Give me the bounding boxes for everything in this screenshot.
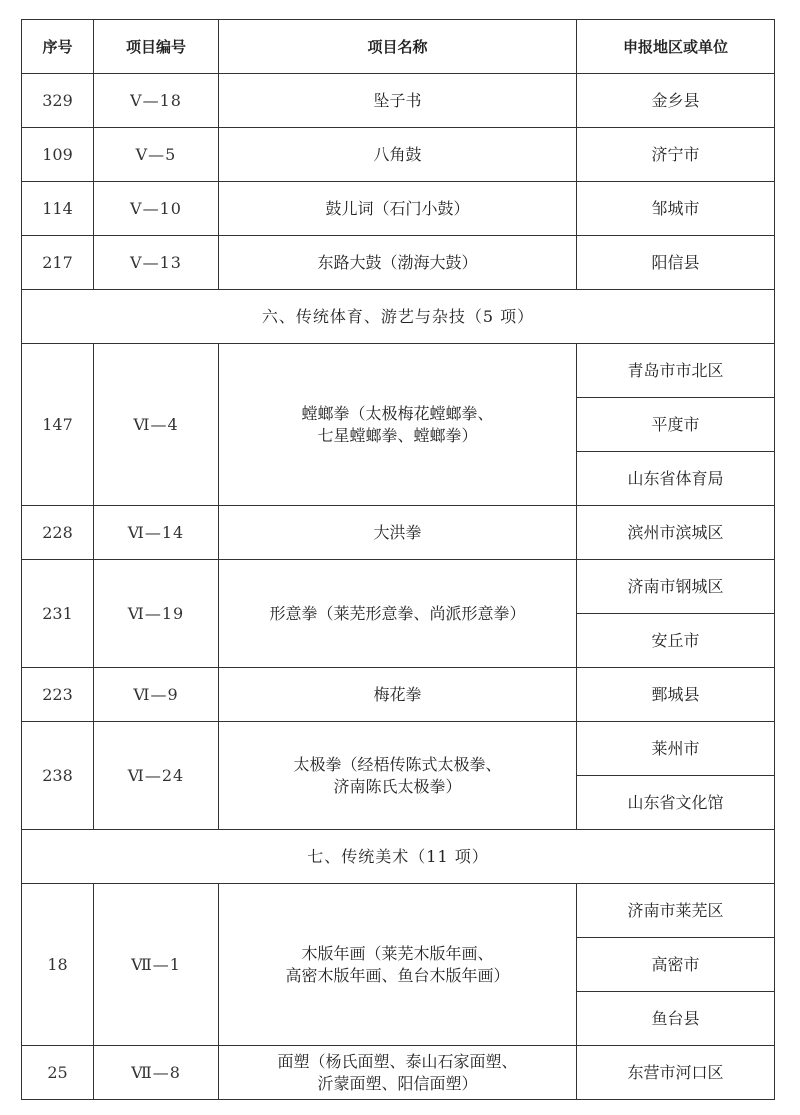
row-region: 济南市莱芜区 <box>577 884 775 938</box>
row-seq: 147 <box>22 344 94 506</box>
project-name <box>219 668 577 722</box>
row-region: 高密市 <box>577 938 775 992</box>
header-code: 项目编号 <box>94 20 219 74</box>
project-name <box>219 560 577 668</box>
project-name <box>219 128 577 182</box>
row-seq: 238 <box>22 722 94 830</box>
project-name <box>219 722 577 830</box>
row-region: 平度市 <box>577 398 775 452</box>
row-code: Ⅵ—4 <box>94 344 219 506</box>
project-name <box>219 74 577 128</box>
project-name <box>219 236 577 290</box>
row-code: Ⅵ—14 <box>94 506 219 560</box>
row-seq: 25 <box>22 1046 94 1100</box>
project-name <box>219 344 577 506</box>
row-code: Ⅴ—18 <box>94 74 219 128</box>
project-name-line: 沂蒙面塑、阳信面塑） <box>317 1073 478 1093</box>
table-row <box>22 884 775 938</box>
project-name-line: 坠子书 <box>373 90 422 110</box>
header-name: 项目名称 <box>219 20 577 74</box>
project-name-line: 七星螳螂拳、螳螂拳） <box>317 425 478 445</box>
row-region: 阳信县 <box>577 236 775 290</box>
project-name-line: 面塑（杨氏面塑、泰山石家面塑、 <box>277 1051 518 1071</box>
row-region: 济宁市 <box>577 128 775 182</box>
row-code: Ⅴ—5 <box>94 128 219 182</box>
table-row <box>22 668 775 722</box>
row-region: 东营市河口区 <box>577 1046 775 1100</box>
row-code: Ⅴ—10 <box>94 182 219 236</box>
project-name <box>219 182 577 236</box>
project-name-line: 鼓儿词（石门小鼓） <box>325 198 470 218</box>
project-name-line: 济南陈氏太极拳） <box>333 776 462 796</box>
row-region: 鱼台县 <box>577 992 775 1046</box>
project-name-line: 螳螂拳（太极梅花螳螂拳、 <box>301 403 494 423</box>
row-seq: 329 <box>22 74 94 128</box>
table-row <box>22 1046 775 1100</box>
project-name-line: 东路大鼓（渤海大鼓） <box>317 252 478 272</box>
header-seq: 序号 <box>22 20 94 74</box>
section-title: 六、传统体育、游艺与杂技（5 项） <box>22 290 775 344</box>
row-region: 山东省体育局 <box>577 452 775 506</box>
project-name-line: 形意拳（莱芜形意拳、尚派形意拳） <box>269 603 526 623</box>
row-seq: 217 <box>22 236 94 290</box>
project-name <box>219 506 577 560</box>
project-name-line: 高密木版年画、鱼台木版年画） <box>285 965 510 985</box>
row-code: Ⅵ—19 <box>94 560 219 668</box>
heritage-table <box>21 19 775 1100</box>
row-region: 鄄城县 <box>577 668 775 722</box>
row-region: 滨州市滨城区 <box>577 506 775 560</box>
row-code: Ⅵ—9 <box>94 668 219 722</box>
header-region: 申报地区或单位 <box>577 20 775 74</box>
project-name <box>219 1046 577 1100</box>
project-name-line: 梅花拳 <box>373 684 422 704</box>
row-region: 青岛市市北区 <box>577 344 775 398</box>
row-code: Ⅴ—13 <box>94 236 219 290</box>
row-region: 安丘市 <box>577 614 775 668</box>
table-row <box>22 722 775 776</box>
row-code: Ⅵ—24 <box>94 722 219 830</box>
project-name <box>219 884 577 1046</box>
row-seq: 109 <box>22 128 94 182</box>
section-heading-row <box>22 290 775 344</box>
project-name-line: 木版年画（莱芜木版年画、 <box>301 943 494 963</box>
row-region: 莱州市 <box>577 722 775 776</box>
row-region: 山东省文化馆 <box>577 776 775 830</box>
table-row <box>22 182 775 236</box>
row-seq: 114 <box>22 182 94 236</box>
row-seq: 231 <box>22 560 94 668</box>
table-row <box>22 74 775 128</box>
section-heading-row <box>22 830 775 884</box>
table-row <box>22 344 775 398</box>
row-code: Ⅶ—1 <box>94 884 219 1046</box>
table-row <box>22 128 775 182</box>
header-row <box>22 20 775 74</box>
table-row <box>22 506 775 560</box>
row-seq: 228 <box>22 506 94 560</box>
row-seq: 223 <box>22 668 94 722</box>
row-region: 邹城市 <box>577 182 775 236</box>
project-name-line: 八角鼓 <box>373 144 422 164</box>
row-region: 济南市钢城区 <box>577 560 775 614</box>
project-name-line: 太极拳（经梧传陈式太极拳、 <box>293 754 502 774</box>
row-region: 金乡县 <box>577 74 775 128</box>
table-row <box>22 236 775 290</box>
table-row <box>22 560 775 614</box>
section-title: 七、传统美术（11 项） <box>22 830 775 884</box>
row-code: Ⅶ—8 <box>94 1046 219 1100</box>
project-name-line: 大洪拳 <box>373 522 422 542</box>
row-seq: 18 <box>22 884 94 1046</box>
